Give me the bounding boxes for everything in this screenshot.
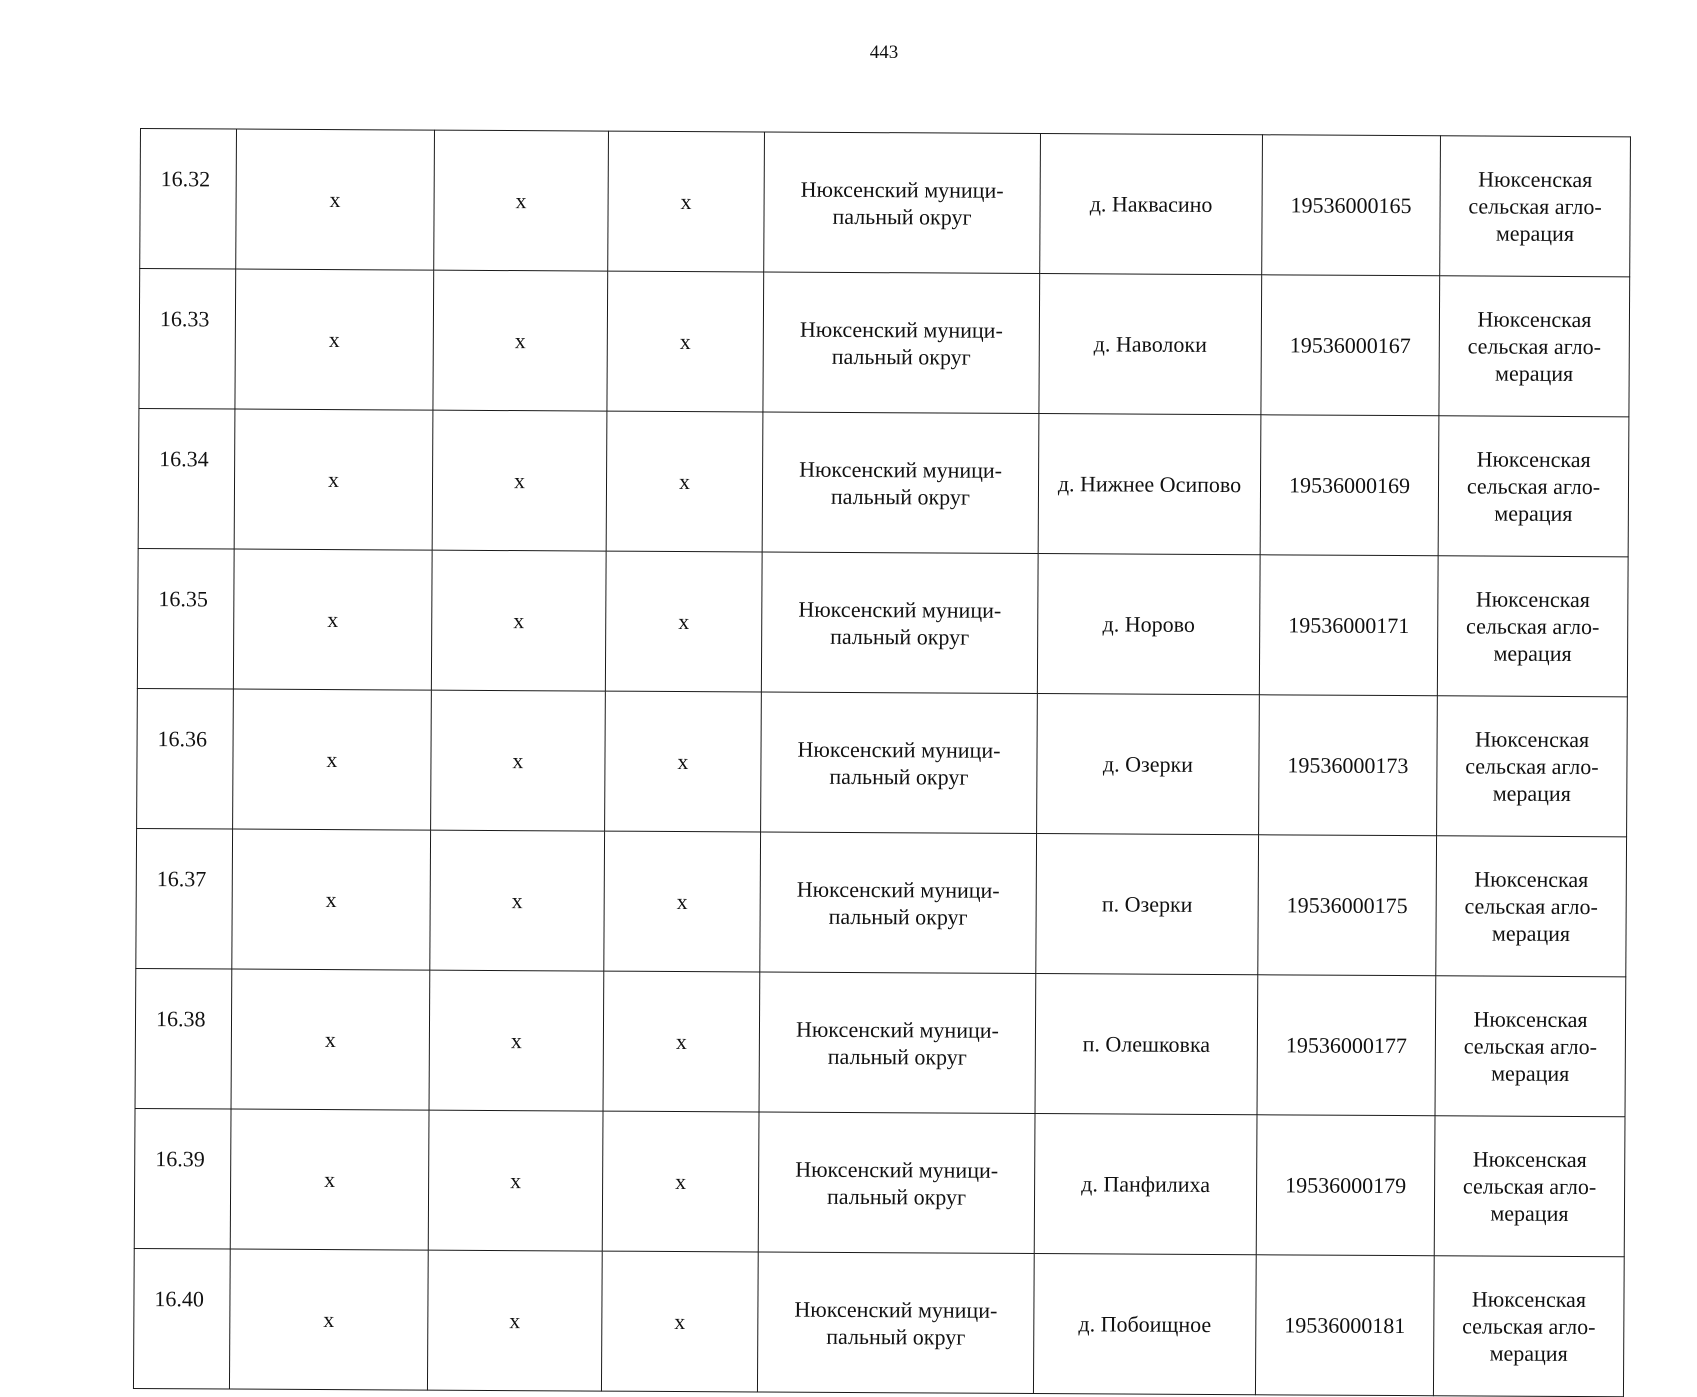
column-2-cell: x — [234, 409, 433, 550]
column-4-cell: x — [605, 691, 762, 832]
table-row — [133, 1248, 1624, 1396]
oktmo-code-cell: 19536000169 — [1260, 415, 1439, 556]
row-number-cell: 16.40 — [133, 1248, 230, 1389]
column-2-cell: x — [235, 269, 434, 410]
column-2-cell: x — [230, 1109, 429, 1250]
column-3-cell: x — [431, 690, 606, 831]
agglomeration-cell-line: Нюксенская — [1473, 1006, 1588, 1033]
column-3-cell: x — [432, 410, 607, 551]
row-number-cell: 16.36 — [137, 688, 234, 829]
column-4-cell: x — [604, 831, 761, 972]
agglomeration-cell-line: Нюксенская — [1477, 306, 1592, 333]
agglomeration-cell-line: Нюксенская — [1471, 1286, 1587, 1313]
column-2-cell: x — [233, 549, 432, 690]
municipality-cell-line: Нюксенский муници- — [800, 176, 1004, 203]
settlement-cell: п. Озерки — [1036, 834, 1259, 975]
column-3-cell: x — [431, 550, 606, 691]
agglomeration-cell-line: мерация — [1489, 1340, 1568, 1366]
municipality-cell — [761, 692, 1038, 834]
settlement-cell: д. Озерки — [1037, 694, 1260, 835]
column-3-cell: x — [434, 130, 609, 271]
settlement-cell: п. Олешковка — [1035, 974, 1258, 1115]
agglomeration-cell — [1434, 1116, 1625, 1257]
table-row — [138, 408, 1629, 556]
agglomeration-cell-line: мерация — [1493, 640, 1572, 667]
settlements-table — [133, 128, 1631, 1397]
agglomeration-cell — [1435, 976, 1626, 1117]
agglomeration-cell-line: мерация — [1491, 1060, 1570, 1086]
row-number-cell: 16.35 — [137, 548, 234, 689]
column-4-cell: x — [601, 1251, 758, 1392]
municipality-cell — [760, 832, 1037, 974]
agglomeration-cell-line: Нюксенская — [1472, 1146, 1587, 1173]
agglomeration-cell — [1438, 416, 1629, 557]
municipality-cell-line: Нюксенский муници- — [797, 736, 1001, 763]
agglomeration-cell-line: мерация — [1490, 1200, 1569, 1226]
municipality-cell-line: пальный округ — [832, 203, 972, 230]
column-2-cell: x — [233, 689, 432, 830]
table-row — [135, 968, 1626, 1116]
municipality-cell — [763, 272, 1040, 414]
agglomeration-cell-line: Нюксенская — [1475, 586, 1590, 613]
column-2-cell: x — [232, 829, 431, 970]
agglomeration-cell-line: мерация — [1492, 780, 1571, 807]
agglomeration-cell — [1433, 1256, 1624, 1397]
agglomeration-cell-line: Нюксенская — [1478, 166, 1593, 193]
table-row — [136, 828, 1627, 976]
page-number: 443 — [869, 42, 899, 63]
settlement-cell: д. Наквасино — [1040, 134, 1263, 275]
column-4-cell: x — [605, 551, 762, 692]
agglomeration-cell-line: Нюксенская — [1474, 866, 1589, 893]
agglomeration-cell-line: Нюксенская — [1476, 446, 1591, 473]
table-body — [133, 129, 1630, 1397]
agglomeration-cell-line: сельская агло- — [1464, 893, 1598, 920]
municipality-cell-line: Нюксенский муници- — [794, 1296, 998, 1323]
municipality-cell-line: Нюксенский муници- — [795, 1016, 999, 1043]
municipality-cell-line: пальный округ — [831, 343, 971, 370]
agglomeration-cell — [1440, 136, 1631, 277]
agglomeration-cell — [1439, 276, 1630, 417]
agglomeration-cell-line: Нюксенская — [1475, 726, 1590, 753]
settlement-cell: д. Панфилиха — [1034, 1114, 1257, 1255]
row-number-cell: 16.39 — [134, 1108, 231, 1249]
municipality-cell — [762, 412, 1039, 554]
municipality-cell-line: пальный округ — [830, 623, 970, 650]
table-row — [140, 129, 1631, 277]
row-number-cell: 16.33 — [139, 269, 236, 410]
agglomeration-cell-line: мерация — [1491, 920, 1571, 946]
agglomeration-cell-line: сельская агло- — [1468, 193, 1602, 220]
municipality-cell-line: пальный округ — [826, 1323, 966, 1350]
column-3-cell: x — [428, 1110, 603, 1251]
municipality-cell-line: Нюксенский муници- — [799, 456, 1003, 483]
table-row — [137, 688, 1628, 836]
agglomeration-cell-line: сельская агло- — [1462, 1173, 1597, 1200]
settlement-cell: д. Норово — [1037, 554, 1260, 695]
agglomeration-cell-line: сельская агло- — [1463, 1033, 1598, 1060]
oktmo-code-cell: 19536000173 — [1259, 695, 1438, 836]
settlement-cell: д. Побоищное — [1033, 1254, 1256, 1395]
municipality-cell-line: пальный округ — [830, 483, 971, 510]
municipality-cell-line: пальный округ — [829, 763, 969, 790]
row-number-cell: 16.37 — [136, 828, 233, 969]
column-4-cell: x — [608, 131, 765, 272]
agglomeration-cell-line: сельская агло- — [1466, 473, 1601, 500]
agglomeration-cell-line: сельская агло- — [1466, 613, 1600, 640]
municipality-cell — [759, 972, 1036, 1114]
column-2-cell: x — [229, 1249, 428, 1390]
agglomeration-cell-line: мерация — [1495, 360, 1574, 387]
municipality-cell-line: пальный округ — [828, 903, 968, 930]
municipality-cell — [761, 552, 1038, 694]
oktmo-code-cell: 19536000165 — [1262, 135, 1441, 276]
agglomeration-cell-line: мерация — [1494, 500, 1573, 527]
oktmo-code-cell: 19536000181 — [1255, 1255, 1434, 1396]
column-3-cell: x — [433, 270, 608, 411]
municipality-cell-line: Нюксенский муници- — [795, 1156, 999, 1183]
column-3-cell: x — [429, 970, 604, 1111]
municipality-cell — [758, 1112, 1035, 1254]
municipality-cell-line: Нюксенский муници- — [799, 316, 1003, 343]
municipality-cell-line: пальный округ — [826, 1183, 967, 1210]
agglomeration-cell-line: мерация — [1495, 220, 1575, 247]
agglomeration-cell-line: сельская агло- — [1465, 753, 1599, 780]
municipality-cell-line: Нюксенский муници- — [798, 596, 1002, 623]
settlement-cell: д. Наволоки — [1039, 274, 1262, 415]
oktmo-code-cell: 19536000177 — [1257, 975, 1436, 1116]
row-number-cell: 16.32 — [140, 129, 237, 270]
municipality-cell — [757, 1252, 1034, 1394]
agglomeration-cell-line: сельская агло- — [1462, 1313, 1596, 1340]
column-4-cell: x — [607, 271, 764, 412]
column-4-cell: x — [602, 1111, 759, 1252]
column-3-cell: x — [427, 1250, 602, 1391]
document-sheet — [133, 128, 1630, 1397]
column-4-cell: x — [606, 411, 763, 552]
agglomeration-cell — [1436, 836, 1627, 977]
settlement-cell: д. Нижнее Осипово — [1038, 414, 1261, 555]
municipality-cell — [764, 132, 1041, 274]
oktmo-code-cell: 19536000167 — [1261, 275, 1440, 416]
column-4-cell: x — [603, 971, 760, 1112]
agglomeration-cell — [1437, 556, 1628, 697]
table-row — [137, 548, 1628, 696]
row-number-cell: 16.38 — [135, 968, 232, 1109]
column-2-cell: x — [236, 129, 435, 270]
municipality-cell-line: пальный округ — [827, 1043, 967, 1070]
agglomeration-cell-line: сельская агло- — [1467, 333, 1602, 360]
table-row — [134, 1108, 1625, 1256]
oktmo-code-cell: 19536000175 — [1258, 835, 1437, 976]
oktmo-code-cell: 19536000171 — [1259, 555, 1438, 696]
row-number-cell: 16.34 — [138, 408, 235, 549]
oktmo-code-cell: 19536000179 — [1256, 1115, 1435, 1256]
municipality-cell-line: Нюксенский муници- — [796, 876, 1000, 903]
column-2-cell: x — [231, 969, 430, 1110]
agglomeration-cell — [1437, 696, 1628, 837]
table-row — [139, 269, 1630, 417]
column-3-cell: x — [430, 830, 605, 971]
